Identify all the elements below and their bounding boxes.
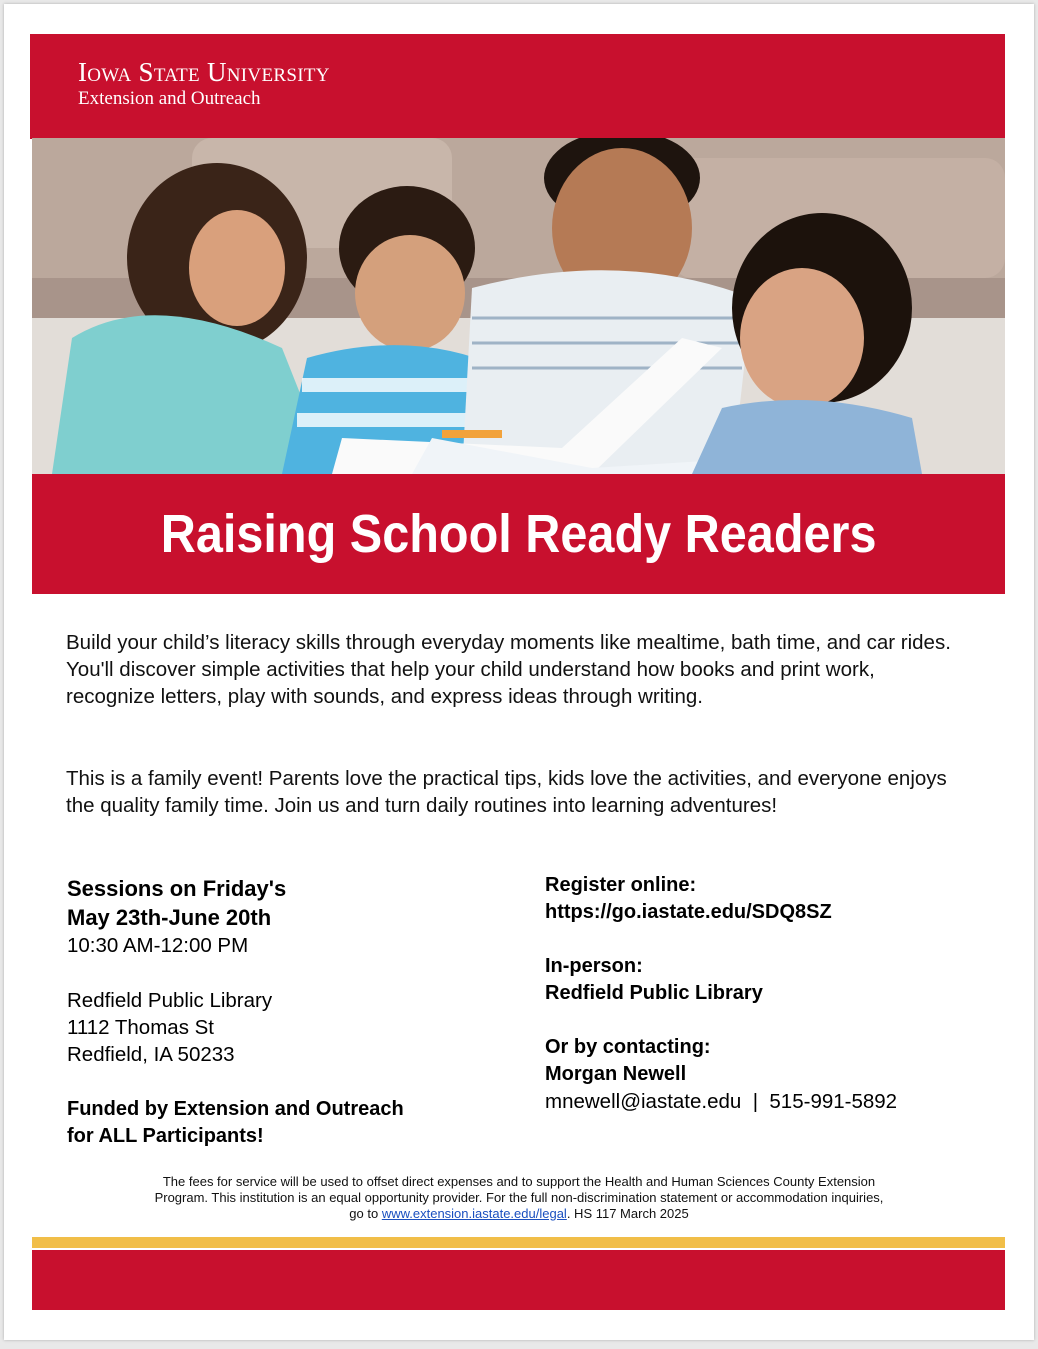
contact-name: Morgan Newell <box>545 1063 687 1085</box>
family-photo-illustration <box>32 138 1005 474</box>
intro-paragraph-1: Build your child’s literacy skills through everyday moments like mealtime, bath time, and car rides. You'll discover simple activities that help your child understand how books and print work, recognize letters, play with sounds, and express ideas through writing. <box>66 631 951 708</box>
legal-link[interactable]: www.extension.iastate.edu/legal <box>381 1206 567 1221</box>
fine-print-suffix: . HS 117 March 2025 <box>566 1206 689 1221</box>
sessions-dates: May 23th-June 20th <box>67 905 272 930</box>
venue-street: 1112 Thomas St <box>67 1016 215 1039</box>
funding-line-2: for ALL Participants! <box>67 1125 264 1147</box>
fine-print-line-1: The fees for service will be used to offset direct expenses and to support the Health and Human Sciences County Extension <box>162 1174 876 1189</box>
footer-gold-stripe <box>32 1237 1005 1248</box>
family-reading-photo <box>32 138 1005 474</box>
logo-subtitle: Extension and Outreach <box>78 88 261 109</box>
venue-city: Redfield, IA 50233 <box>67 1043 235 1066</box>
register-inperson-place: Redfield Public Library <box>545 982 763 1004</box>
fine-print-line-3 <box>84 1206 954 1222</box>
legal-fine-print <box>84 1174 954 1222</box>
event-title: Raising School Ready Readers <box>160 504 877 564</box>
register-online-url[interactable]: https://go.iastate.edu/SDQ8SZ <box>545 901 832 923</box>
logo-university-name: Iowa State University <box>78 57 330 87</box>
flyer-page <box>4 4 1034 1340</box>
venue-name: Redfield Public Library <box>67 989 273 1012</box>
sessions-time: 10:30 AM-12:00 PM <box>67 934 249 957</box>
sessions-heading: Sessions on Friday's <box>67 876 287 901</box>
title-band <box>32 474 1005 594</box>
registration-column <box>545 872 985 1115</box>
funding-line-1: Funded by Extension and Outreach <box>67 1098 404 1120</box>
register-online-label: Register online: <box>545 874 697 896</box>
header-band <box>30 34 1005 139</box>
contact-label: Or by contacting: <box>545 1036 711 1058</box>
sessions-column <box>67 874 497 1150</box>
isu-logo <box>78 59 330 108</box>
register-inperson-label: In-person: <box>545 955 643 977</box>
footer-red-band <box>32 1250 1005 1310</box>
contact-details: mnewell@iastate.edu | 515-991-5892 <box>545 1090 898 1113</box>
fine-print-line-2: Program. This institution is an equal opportunity provider. For the full non-discrimination statement or accommodation inquiries, <box>154 1190 884 1205</box>
intro-paragraph-2: This is a family event! Parents love the practical tips, kids love the activities, and everyone enjoys the quality family time. Join us and turn daily routines into learning adventures! <box>66 767 947 817</box>
fine-print-prefix: go to <box>349 1206 382 1221</box>
